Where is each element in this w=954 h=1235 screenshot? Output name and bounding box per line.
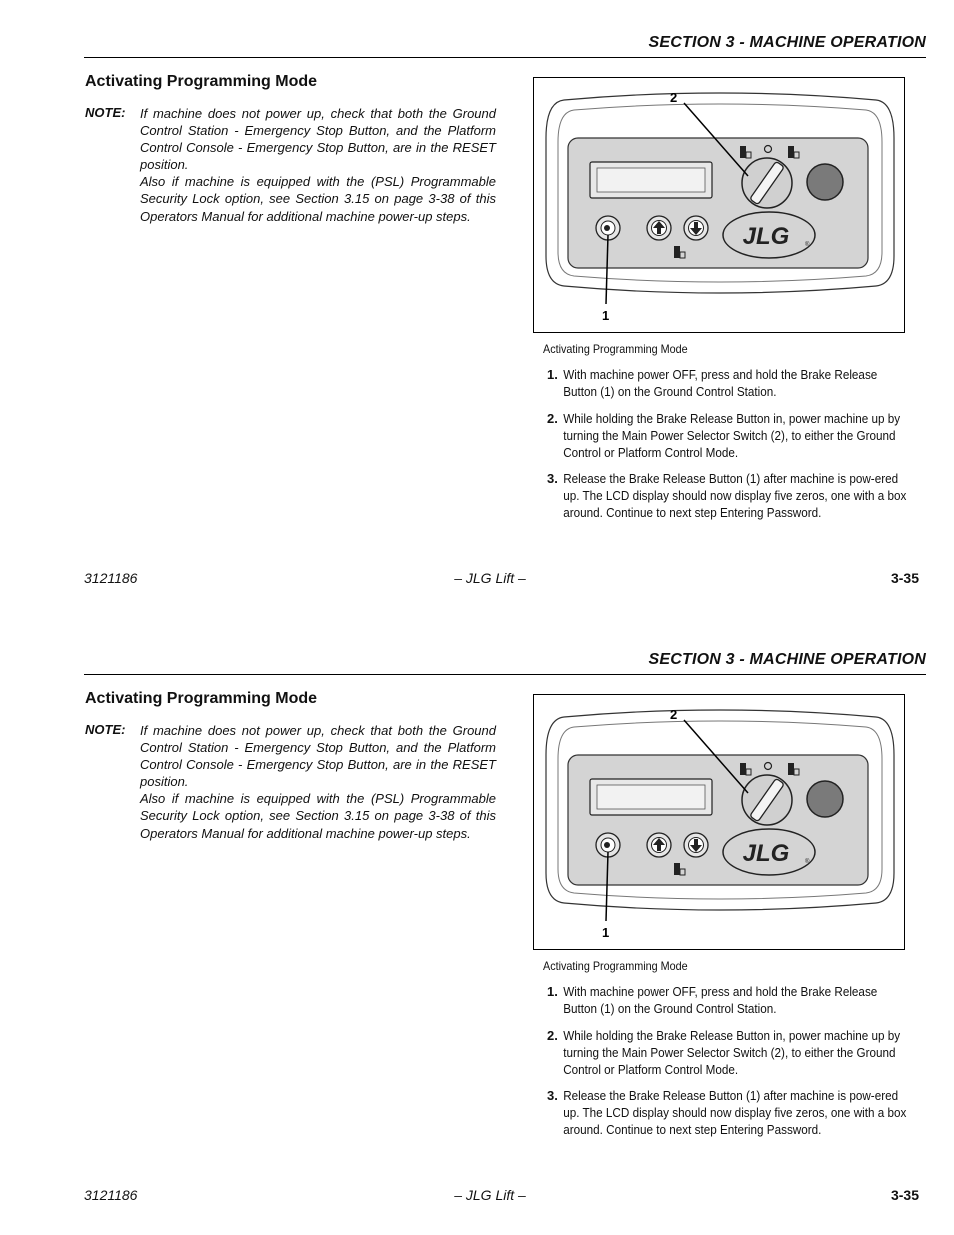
step-text: Release the Brake Release Button (1) after machine is pow-ered up. The LCD display should now display five zeros, one with a box around. Continue to next step Entering Password. [563,1088,907,1137]
step-number: 2. [547,1027,558,1043]
step-item [547,1027,927,1078]
step-number: 1. [547,984,558,999]
step-item [547,366,927,400]
manual-page-1 [0,0,954,617]
callout-1-label: 1 [602,925,610,940]
figure-caption: Activating Programming Mode [543,342,688,356]
note-paragraph-2: Also if machine is equipped with the (PSL) Programmable Security Lock option, see Section 3.15 on page 3-38 of this Operators Manual for additional machine power-up steps. [140,174,496,224]
callout-2-label: 2 [670,707,678,722]
emergency-stop-button [807,164,843,200]
step-number: 3. [547,1088,558,1103]
note-body [140,722,496,842]
step-number: 3. [547,471,558,486]
page-number: 3-35 [890,1187,919,1203]
control-panel-illustration [534,695,906,951]
step-text: While holding the Brake Release Button in, power machine up by turning the Main Power Selector Switch (2), to either the Ground Control or Platform Control Mode. [563,410,901,460]
footer-center: – JLG Lift – [454,1187,526,1203]
section-header: SECTION 3 - MACHINE OPERATION [648,651,926,668]
control-panel-figure [533,77,905,333]
header-rule [84,57,926,58]
note-paragraph-1: If machine does not power up, check that both the Ground Control Station - Emergency Stop Button, and the Platform Control Console - Emergency Stop Button, are in the RESET position. [140,723,496,790]
manual-page-2 [0,617,954,1234]
step-text: Release the Brake Release Button (1) after machine is pow-ered up. The LCD display should now display five zeros, one with a box around. Continue to next step Entering Password. [563,471,907,520]
step-text: With machine power OFF, press and hold the Brake Release Button (1) on the Ground Control Station. [563,984,878,1016]
step-item [547,983,927,1017]
step-number: 2. [547,410,558,426]
section-title: Activating Programming Mode [85,690,318,707]
section-header: SECTION 3 - MACHINE OPERATION [648,34,926,51]
callout-2-label: 2 [670,90,678,105]
note-paragraph-2: Also if machine is equipped with the (PSL) Programmable Security Lock option, see Section 3.15 on page 3-38 of this Operators Manual for additional machine power-up steps. [140,791,496,841]
control-panel-figure [533,694,905,950]
svg-text:®: ® [805,859,810,865]
svg-text:®: ® [805,242,810,248]
step-number: 1. [547,367,558,382]
figure-caption: Activating Programming Mode [543,959,688,973]
control-panel-illustration [534,78,906,334]
step-text: With machine power OFF, press and hold the Brake Release Button (1) on the Ground Control Station. [563,367,878,399]
footer-center: – JLG Lift – [454,570,526,586]
header-rule [84,674,926,675]
doc-number: 3121186 [84,1187,138,1203]
step-text: While holding the Brake Release Button in, power machine up by turning the Main Power Selector Switch (2), to either the Ground Control or Platform Control Mode. [563,1027,901,1077]
step-item [547,470,927,521]
section-title: Activating Programming Mode [85,73,318,90]
emergency-stop-button [807,781,843,817]
note-body [140,105,496,225]
steps-list [547,366,927,531]
note-label: NOTE: [85,105,126,120]
jlg-logo-text: JLG [742,840,790,867]
note-paragraph-1: If machine does not power up, check that both the Ground Control Station - Emergency Stop Button, and the Platform Control Console - Emergency Stop Button, are in the RESET position. [140,106,496,173]
steps-list [547,983,927,1148]
step-item [547,410,927,461]
page-number: 3-35 [890,570,919,586]
callout-1-label: 1 [602,308,610,323]
doc-number: 3121186 [84,570,138,586]
jlg-logo-text: JLG [742,223,790,250]
step-item [547,1087,927,1138]
note-label: NOTE: [85,722,126,737]
